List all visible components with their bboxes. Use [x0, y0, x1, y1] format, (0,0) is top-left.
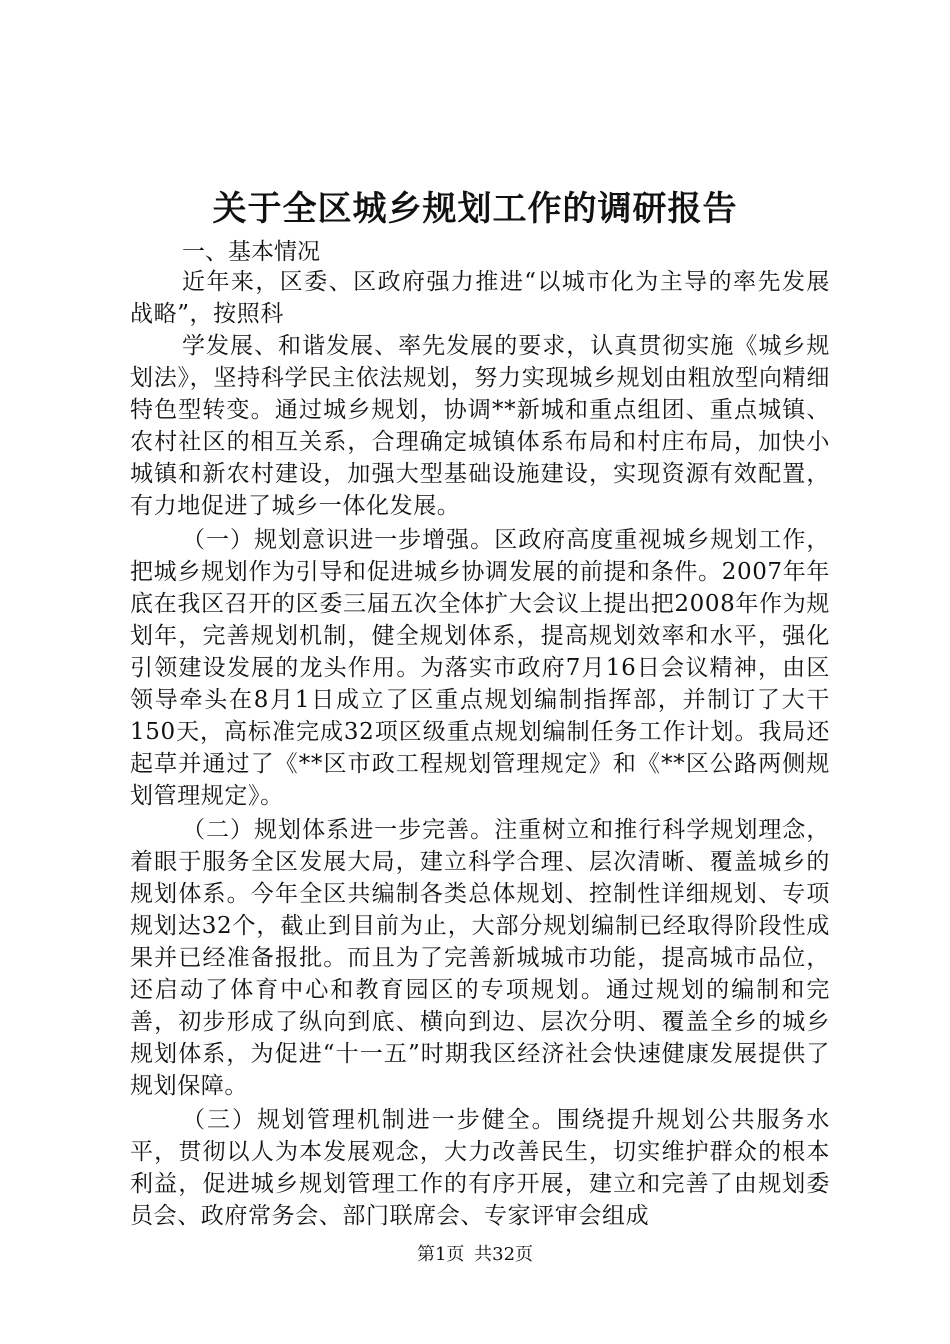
paragraph: （二）规划体系进一步完善。注重树立和推行科学规划理念，着眼于服务全区发展大局，建立科学合理、层次清晰、覆盖城乡的规划体系。今年全区共编制各类总体规划、控制性详细规划、专项规划达32个，截止到目前为止，大部分规划编制已经取得阶段性成果并已经准备报批。而且为了完善新城城市功能，提高城市品位，还启动了体育中心和教育园区的专项规划。通过规划的编制和完善，初步形成了纵向到底、横向到边、层次分明、覆盖全乡的城乡规划体系，为促进“十一五”时期我区经济社会快速健康发展提供了规划保障。 — [130, 817, 830, 1099]
paragraph: 近年来，区委、区政府强力推进“以城市化为主导的率先发展战略”，按照科 — [130, 269, 830, 327]
document-title: 关于全区城乡规划工作的调研报告 — [212, 189, 738, 229]
section-heading: 一、基本情况 — [182, 239, 320, 265]
page-number: 第1页 — [416, 1244, 465, 1265]
document-body — [130, 266, 830, 1232]
paragraph: （一）规划意识进一步增强。区政府高度重视城乡规划工作，把城乡规划作为引导和促进城乡协调发展的前提和条件。2007年年底在我区召开的区委三届五次全体扩大会议上提出把2008年作为规划年，完善规划机制，健全规划体系，提高规划效率和水平，强化引领建设发展的龙头作用。为落实市政府7月16日会议精神，由区领导牵头在8月1日成立了区重点规划编制指挥部，并制订了大干150天，高标准完成32项区级重点规划编制任务工作计划。我局还起草并通过了《**区市政工程规划管理规定》和《**区公路两侧规划管理规定》。 — [130, 527, 830, 809]
page-footer — [0, 1240, 950, 1270]
page-total: 共32页 — [474, 1244, 534, 1265]
paragraph: 学发展、和谐发展、率先发展的要求，认真贯彻实施《城乡规划法》，坚持科学民主依法规划，努力实现城乡规划由粗放型向精细特色型转变。通过城乡规划，协调**新城和重点组团、重点城镇、农村社区的相互关系，合理确定城镇体系布局和村庄布局，加快小城镇和新农村建设，加强大型基础设施建设，实现资源有效配置，有力地促进了城乡一体化发展。 — [130, 333, 830, 519]
paragraph: （三）规划管理机制进一步健全。围绕提升规划公共服务水平，贯彻以人为本发展观念，大力改善民生，切实维护群众的根本利益，促进城乡规划管理工作的有序开展，建立和完善了由规划委员会、政府常务会、部门联席会、专家评审会组成 — [130, 1107, 830, 1229]
